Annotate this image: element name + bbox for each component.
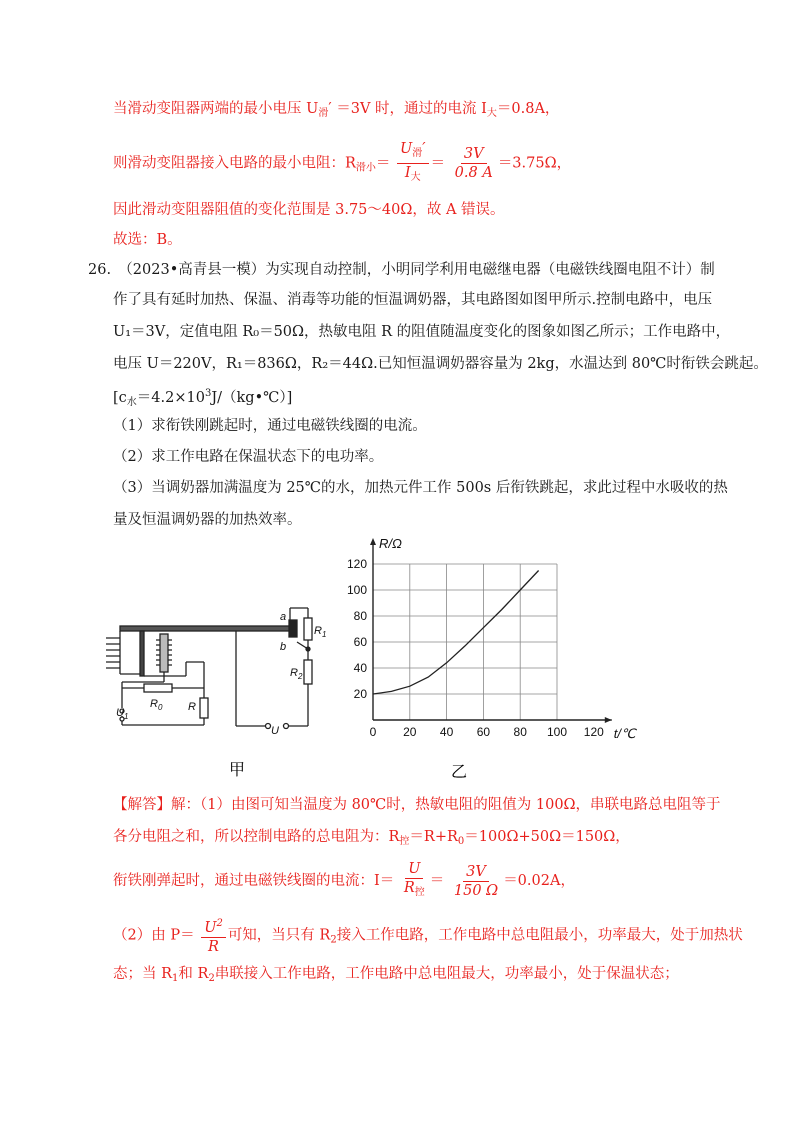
y-axis-label: R/Ω xyxy=(379,536,402,551)
resistor-r2 xyxy=(304,660,312,684)
sub-question-3: （3）当调奶器加满温度为 25℃的水，加热元件工作 500s 后衔铁跳起，求此过程中水吸收的热 xyxy=(113,480,728,496)
x-tick-label: 60 xyxy=(476,725,491,739)
fraction-u2-over-r: $\frac{U^2}{R}$ xyxy=(201,915,226,956)
fraction-u-over-i: $\frac{U_滑'}{I_大}$ xyxy=(397,140,429,187)
resistor-r0 xyxy=(144,684,172,692)
spring xyxy=(106,638,120,668)
answer-line-1: 【解答】解：（1）由图可知当温度为 80℃时，热敏电阻的阻值为 100Ω，串联电路总电阻等于 xyxy=(113,797,721,813)
r-t-chart xyxy=(335,528,636,750)
question-line-1: 26. （2023•高青县一模）为实现自动控制，小明同学利用电磁继电器（电磁铁线圈电阻不计）制 xyxy=(88,262,715,278)
label-r0: $R_0$ xyxy=(150,698,163,712)
circuit-diagram xyxy=(100,598,330,748)
label-r2: $R_2$ xyxy=(290,667,303,681)
terminal-u-left xyxy=(266,724,271,729)
x-tick-label: 120 xyxy=(583,725,604,739)
y-tick-label: 80 xyxy=(353,609,367,623)
label-b: b xyxy=(280,641,287,653)
y-tick-label: 40 xyxy=(353,661,367,675)
armature-bar xyxy=(120,626,292,631)
question-line-3: U₁＝3V，定值电阻 R₀＝50Ω，热敏电阻 R 的阻值随温度变化的图象如图乙所示；工作电路中， xyxy=(113,324,731,340)
y-axis-arrow xyxy=(370,538,376,545)
y-tick-label: 20 xyxy=(353,687,367,701)
x-axis-arrow xyxy=(605,717,612,723)
question-line-4: 电压 U＝220V，R₁＝836Ω，R₂＝44Ω.已知恒温调奶器容量为 2kg，水温达到 80℃时衔铁会跳起。 xyxy=(113,356,768,372)
x-tick-label: 20 xyxy=(403,725,417,739)
x-tick-label: 80 xyxy=(513,725,527,739)
fraction-u-over-r: $\frac{U}{R_控}$ xyxy=(403,861,425,898)
solution-line-3: 因此滑动变阻器阻值的变化范围是 3.75～40Ω，故 A 错误。 xyxy=(113,202,505,218)
r-t-curve xyxy=(373,571,539,695)
contact-block xyxy=(289,620,297,637)
answer-tag: 【解答】 xyxy=(113,797,171,813)
label-r1: $R_1$ xyxy=(314,625,327,639)
label-a: a xyxy=(280,611,287,623)
sub-question-3-cont: 量及恒温调奶器的加热效率。 xyxy=(113,512,302,528)
label-r: R xyxy=(188,701,196,713)
label-u: U xyxy=(271,725,279,737)
answer-line-5: 态；当 $R_1$和 $R_2$串联接入工作电路，工作电路中总电阻最大，功率最小，处于保温状态； xyxy=(113,966,679,984)
solution-line-1: 当滑动变阻器两端的最小电压 $U_滑' =3V$ 时，通过的电流 $I_大=0.8A$， xyxy=(113,101,560,119)
x-axis-label: t/℃ xyxy=(613,726,636,741)
x-tick-label: 40 xyxy=(439,725,454,739)
solution-line-2: 则滑动变阻器接入电路的最小电阻：$R_{滑小}=$ $\frac{U_滑'}{I_大}$ ＝ $\frac{3V}{0.8 A}$ ＝3.75Ω， xyxy=(113,140,571,187)
question-line-2: 作了具有延时加热、保温、消毒等功能的恒温调奶器，其电路图如图甲所示.控制电路中，电压 xyxy=(113,292,713,308)
figure-caption-jia: 甲 xyxy=(229,760,246,779)
answer-line-2: 各分电阻之和，所以控制电路的总电阻为：$R_控=R+R_0=100\Omega+50\Omega=150\Omega$， xyxy=(113,829,630,847)
fraction-3v-over-150: $\frac{3V}{150 \Omega}$ xyxy=(453,863,499,899)
figure-caption-yi: 乙 xyxy=(451,762,468,781)
x-tick-label: 0 xyxy=(369,725,377,739)
question-line-5: $[c_水=4.2\times 10^3J/(kg•℃)]$ xyxy=(113,388,293,408)
answer-line-3: 衔铁刚弹起时，通过电磁铁线圈的电流：I＝ $\frac{U}{R_控}$ ＝ $\frac{3V}{150 \Omega}$ ＝0.02A， xyxy=(113,860,575,902)
resistor-r1 xyxy=(304,618,312,640)
resistor-r xyxy=(200,698,208,718)
sub-question-2: （2）求工作电路在保温状态下的电功率。 xyxy=(113,449,384,465)
sub-question-1: （1）求衔铁刚跳起时，通过电磁铁线圈的电流。 xyxy=(113,418,427,434)
label-u1: $U_1$ xyxy=(116,707,129,721)
y-tick-label: 120 xyxy=(346,557,367,571)
y-tick-label: 60 xyxy=(353,635,367,649)
x-tick-label: 100 xyxy=(546,725,568,739)
terminal-u-right xyxy=(284,724,289,729)
fraction-3v-over-08a: $\frac{3V}{0.8 A}$ xyxy=(454,146,493,181)
answer-line-4: （2）由 P＝ $\frac{U^2}{R}$ 可知，当只有 $R_2$接入工作电路，工作电路中总电阻最小，功率最大，处于加热状 xyxy=(113,915,743,956)
solution-line-4: 故选：B。 xyxy=(113,232,182,248)
y-tick-label: 100 xyxy=(346,583,367,597)
